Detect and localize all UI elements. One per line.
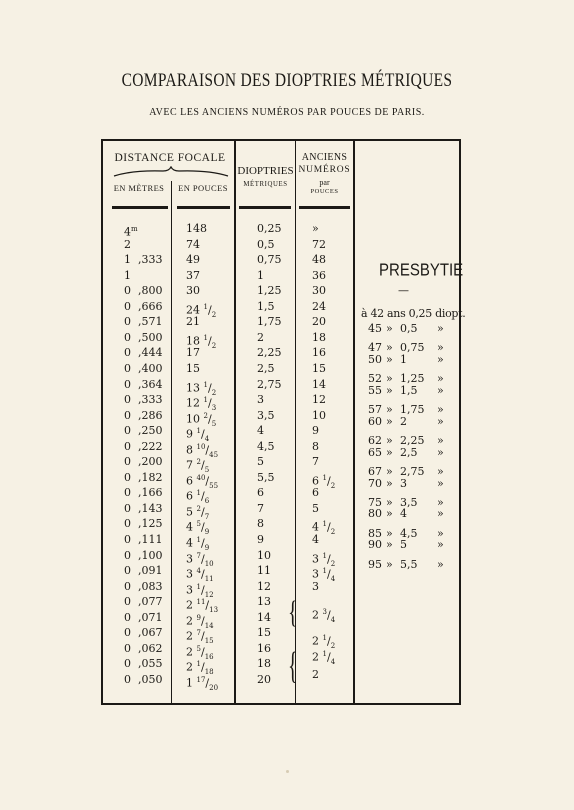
presbytie-sep: » xyxy=(386,322,393,335)
cell-metres-dec: ,083 xyxy=(138,579,163,593)
cell-dioptries: 0,25 xyxy=(257,222,282,235)
cell-anciens: 24 xyxy=(312,299,326,313)
presbytie-age: 80 xyxy=(368,507,382,521)
presbytie-end: » xyxy=(437,403,444,417)
cell-pouces: 3 $^7/_{10}$ xyxy=(186,551,214,568)
cell-metres-int: 0 xyxy=(124,672,131,686)
presbytie-end: » xyxy=(437,341,444,355)
presbytie-end: » xyxy=(437,538,444,552)
presbytie-title: PRESBYTIE xyxy=(379,260,464,281)
presbytie-age: 55 xyxy=(368,383,382,397)
presbytie-end: » xyxy=(437,507,444,521)
cell-metres-dec: ,077 xyxy=(138,595,163,609)
cell-pouces: 148 xyxy=(186,222,207,235)
presbytie-diopt: 4,5 xyxy=(400,526,418,540)
presbytie-age: 90 xyxy=(368,538,382,552)
cell-metres-dec: ,571 xyxy=(138,315,163,329)
presbytie-diopt: 5 xyxy=(400,538,407,552)
cell-dioptries: 1,75 xyxy=(257,315,282,329)
cell-metres-dec: ,166 xyxy=(138,486,163,500)
presbytie-diopt: 2,25 xyxy=(400,434,425,448)
presbytie-age: 47 xyxy=(368,341,382,355)
presbytie-diopt: 1,75 xyxy=(400,403,425,417)
cell-dioptries: 9 xyxy=(257,533,264,546)
cell-dioptries: 4 xyxy=(257,424,264,438)
cell-pouces: 30 xyxy=(186,284,200,298)
cell-anciens: 8 xyxy=(312,439,319,453)
cell-metres-dec: ,111 xyxy=(138,533,163,546)
cell-anciens: 72 xyxy=(312,237,326,251)
cell-dioptries: 14 xyxy=(257,610,271,624)
cell-metres-dec: ,067 xyxy=(138,626,163,640)
presbytie-end: » xyxy=(437,526,444,540)
divider-metres-pouces xyxy=(171,181,172,705)
cell-metres-int: 0 xyxy=(124,455,131,469)
cell-anciens: 48 xyxy=(312,253,326,267)
presbytie-end: » xyxy=(437,434,444,448)
presbytie-sep: » xyxy=(386,414,393,428)
cell-anciens: » xyxy=(312,222,319,235)
cell-dioptries: 16 xyxy=(257,641,271,655)
cell-metres-int: 0 xyxy=(124,548,131,562)
cell-pouces: 3 $^4/_{11}$ xyxy=(186,567,214,583)
header-brace xyxy=(113,166,229,178)
presbytie-sep: » xyxy=(386,476,393,490)
header-en-pouces: EN POUCES xyxy=(178,183,228,193)
cell-pouces: 2 $^7/_{15}$ xyxy=(186,629,214,646)
page-subtitle: AVEC LES ANCIENS NUMÉROS PAR POUCES DE PARIS. xyxy=(149,107,425,118)
cell-dioptries: 12 xyxy=(257,579,271,593)
cell-metres-dec: ,100 xyxy=(138,548,163,562)
presbytie-diopt: 0,75 xyxy=(400,341,425,355)
cell-pouces: 4 $^5/_9$ xyxy=(186,520,210,537)
cell-anciens: 2 $^3/_4$ xyxy=(312,607,336,624)
cell-metres-dec: ,222 xyxy=(138,439,163,453)
presbytie-age: 52 xyxy=(368,372,382,386)
header-numeros: NUMÉROS xyxy=(298,165,351,175)
cell-metres-int: 0 xyxy=(124,579,131,593)
cell-metres-int: 0 xyxy=(124,408,131,422)
cell-metres-dec: ,091 xyxy=(138,564,163,578)
cell-anciens: 3 $^1/_2$ xyxy=(312,551,336,568)
presbytie-sep: » xyxy=(386,465,393,479)
cell-dioptries: 3 xyxy=(257,393,264,407)
cell-pouces: 5 $^2/_7$ xyxy=(186,504,210,521)
cell-metres-dec: ,143 xyxy=(138,501,163,515)
cell-dioptries: 13 xyxy=(257,595,271,609)
cell-dioptries: 4,5 xyxy=(257,439,275,453)
presbytie-diopt: 2,5 xyxy=(400,445,418,459)
cell-pouces: 49 xyxy=(186,253,200,267)
cell-metres-dec: ,050 xyxy=(138,672,163,686)
cell-metres-int: 0 xyxy=(124,517,131,531)
cell-pouces: 17 xyxy=(186,346,200,360)
presbytie-sep: » xyxy=(386,383,393,397)
cell-metres-int: 0 xyxy=(124,610,131,624)
presbytie-sep: » xyxy=(386,403,393,417)
cell-metres-int: 0 xyxy=(124,361,131,375)
header-dioptries: DIOPTRIES xyxy=(237,165,294,177)
presbytie-sep: » xyxy=(386,526,393,540)
cell-pouces: 10 $^2/_5$ xyxy=(186,411,217,428)
cell-metres-dec: ,800 xyxy=(138,284,163,298)
header-pouces: POUCES xyxy=(310,188,339,195)
cell-dioptries: 3,5 xyxy=(257,408,275,422)
header-rule-pouces xyxy=(177,206,230,209)
cell-metres-dec: ,444 xyxy=(138,346,163,360)
cell-anciens: 5 xyxy=(312,501,319,515)
presbytie-end: » xyxy=(437,352,444,366)
header-anciens: ANCIENS xyxy=(301,152,348,163)
cell-metres-int: 0 xyxy=(124,439,131,453)
presbytie-sep: » xyxy=(386,507,393,521)
cell-anciens: 30 xyxy=(312,284,326,298)
cell-pouces: 13 $^1/_2$ xyxy=(186,380,217,397)
cell-dioptries: 0,75 xyxy=(257,253,282,267)
presbytie-sep: » xyxy=(386,495,393,509)
cell-pouces: 1 $^{17}/_{20}$ xyxy=(186,675,219,692)
cell-pouces: 12 $^1/_3$ xyxy=(186,396,217,412)
presbytie-diopt: 1,5 xyxy=(400,383,418,397)
cell-metres-dec: ,286 xyxy=(138,408,163,422)
cell-pouces: 74 xyxy=(186,237,200,251)
presbytie-end: » xyxy=(437,372,444,386)
header-distance-focale: DISTANCE FOCALE xyxy=(114,152,226,164)
cell-metres-dec: ,364 xyxy=(138,377,163,391)
cell-pouces: 37 xyxy=(186,268,200,282)
cell-metres-int: 0 xyxy=(124,330,131,344)
presbytie-diopt: 2,75 xyxy=(400,465,425,479)
cell-metres-dec: ,666 xyxy=(138,299,163,313)
cell-metres-int: 4$^m$ xyxy=(124,225,138,239)
presbytie-age: 75 xyxy=(368,495,382,509)
presbytie-age: 60 xyxy=(368,414,382,428)
grouping-brace-bottom: { xyxy=(288,645,298,688)
cell-anciens: 4 xyxy=(312,533,319,546)
presbytie-diopt: 2 xyxy=(400,414,407,428)
cell-dioptries: 5 xyxy=(257,455,264,469)
cell-anciens: 10 xyxy=(312,408,326,422)
presbytie-intro: à 42 ans 0,25 diopt. xyxy=(361,307,466,320)
header-rule-metres xyxy=(112,206,168,209)
cell-metres-int: 0 xyxy=(124,641,131,655)
presbytie-end: » xyxy=(437,445,444,459)
cell-pouces: 15 xyxy=(186,361,200,375)
cell-metres-dec: ,125 xyxy=(138,517,163,531)
cell-metres-dec: ,400 xyxy=(138,361,163,375)
cell-anciens: 12 xyxy=(312,393,326,407)
cell-metres-dec: ,333 xyxy=(138,393,163,407)
cell-anciens: 16 xyxy=(312,346,326,360)
cell-metres-int: 0 xyxy=(124,393,131,407)
cell-metres-int: 1 xyxy=(124,253,131,267)
cell-metres-dec: ,055 xyxy=(138,657,163,671)
presbytie-age: 65 xyxy=(368,445,382,459)
cell-metres-int: 0 xyxy=(124,470,131,484)
cell-dioptries: 18 xyxy=(257,657,271,671)
cell-pouces: 6 $^1/_6$ xyxy=(186,489,210,506)
cell-anciens: 3 xyxy=(312,579,319,593)
cell-metres-int: 0 xyxy=(124,315,131,329)
presbytie-end: » xyxy=(437,557,444,571)
presbytie-age: 85 xyxy=(368,526,382,540)
cell-metres-dec: ,062 xyxy=(138,641,163,655)
grouping-brace-top: { xyxy=(288,595,298,631)
divider-anciens-presbytie xyxy=(353,141,355,705)
cell-pouces: 2 $^1/_{18}$ xyxy=(186,660,214,677)
cell-dioptries: 20 xyxy=(257,672,271,686)
cell-metres-int: 0 xyxy=(124,299,131,313)
cell-anciens: 3 $^1/_4$ xyxy=(312,567,336,583)
header-en-metres: EN MÈTRES xyxy=(113,183,165,193)
presbytie-sep: » xyxy=(386,557,393,571)
presbytie-diopt: 3 xyxy=(400,476,407,490)
presbytie-age: 57 xyxy=(368,403,382,417)
cell-metres-int: 0 xyxy=(124,501,131,515)
page-title: COMPARAISON DES DIOPTRIES MÉTRIQUES xyxy=(121,69,453,91)
presbytie-age: 70 xyxy=(368,476,382,490)
cell-metres-int: 0 xyxy=(124,486,131,500)
cell-dioptries: 1,5 xyxy=(257,299,275,313)
presbytie-end: » xyxy=(437,322,444,335)
cell-dioptries: 11 xyxy=(257,564,271,578)
cell-metres-int: 0 xyxy=(124,377,131,391)
cell-pouces: 4 $^1/_9$ xyxy=(186,536,210,552)
cell-anciens: 7 xyxy=(312,455,319,469)
cell-pouces: 9 $^1/_4$ xyxy=(186,427,210,443)
presbytie-diopt: 5,5 xyxy=(400,557,418,571)
header-rule-anciens xyxy=(299,206,350,209)
cell-anciens: 14 xyxy=(312,377,326,391)
cell-dioptries: 8 xyxy=(257,517,264,531)
cell-metres-dec: ,182 xyxy=(138,470,163,484)
cell-metres-dec: ,200 xyxy=(138,455,163,469)
cell-metres-int: 0 xyxy=(124,346,131,360)
presbytie-diopt: 4 xyxy=(400,507,407,521)
cell-metres-int: 0 xyxy=(124,595,131,609)
presbytie-age: 67 xyxy=(368,465,382,479)
cell-metres-int: 2 xyxy=(124,237,131,251)
cell-metres-dec: ,250 xyxy=(138,424,163,438)
cell-anciens: 6 xyxy=(312,486,319,500)
presbytie-end: » xyxy=(437,476,444,490)
cell-anciens: 4 $^1/_2$ xyxy=(312,520,336,537)
presbytie-end: » xyxy=(437,414,444,428)
cell-metres-int: 0 xyxy=(124,564,131,578)
cell-dioptries: 2 xyxy=(257,330,264,344)
presbytie-sep: » xyxy=(386,434,393,448)
divider-focale-dioptries xyxy=(234,141,236,705)
cell-pouces: 2 $^9/_{14}$ xyxy=(186,613,214,630)
cell-dioptries: 6 xyxy=(257,486,264,500)
cell-dioptries: 5,5 xyxy=(257,470,275,484)
presbytie-age: 95 xyxy=(368,557,382,571)
cell-metres-dec: ,333 xyxy=(138,253,163,267)
presbytie-sep: » xyxy=(386,352,393,366)
cell-metres-dec: ,500 xyxy=(138,330,163,344)
cell-dioptries: 2,75 xyxy=(257,377,282,391)
cell-pouces: 2 $^5/_{16}$ xyxy=(186,644,214,661)
header-metriques: MÉTRIQUES xyxy=(243,181,288,188)
cell-anciens: 6 $^1/_2$ xyxy=(312,473,336,490)
cell-metres-int: 0 xyxy=(124,657,131,671)
presbytie-age: 50 xyxy=(368,352,382,366)
cell-pouces: 3 $^1/_{12}$ xyxy=(186,582,214,599)
header-par: par xyxy=(319,178,330,187)
cell-pouces: 8 $^{10}/_{45}$ xyxy=(186,442,219,459)
cell-metres-int: 0 xyxy=(124,626,131,640)
presbytie-sep: » xyxy=(386,341,393,355)
header-rule-dioptries xyxy=(239,206,291,209)
paper-speck xyxy=(286,770,289,773)
presbytie-diopt: 1 xyxy=(400,352,407,366)
presbytie-diopt: 3,5 xyxy=(400,495,418,509)
cell-dioptries: 2,5 xyxy=(257,361,275,375)
presbytie-sep: » xyxy=(386,372,393,386)
presbytie-sep: » xyxy=(386,538,393,552)
presbytie-end: » xyxy=(437,383,444,397)
cell-pouces: 24 $^1/_2$ xyxy=(186,302,217,319)
cell-metres-int: 0 xyxy=(124,533,131,546)
cell-anciens: 2 xyxy=(312,668,319,682)
cell-metres-dec: ,071 xyxy=(138,610,163,624)
cell-pouces: 2 $^{11}/_{13}$ xyxy=(186,598,219,615)
cell-anciens: 9 xyxy=(312,424,319,438)
cell-anciens: 20 xyxy=(312,315,326,329)
cell-dioptries: 15 xyxy=(257,626,271,640)
cell-anciens: 36 xyxy=(312,268,326,282)
presbytie-dash: — xyxy=(398,284,409,297)
presbytie-diopt: 0,5 xyxy=(400,322,418,335)
cell-anciens: 2 $^1/_4$ xyxy=(312,649,336,666)
cell-anciens: 18 xyxy=(312,330,326,344)
cell-dioptries: 10 xyxy=(257,548,271,562)
cell-dioptries: 2,25 xyxy=(257,346,282,360)
cell-metres-int: 0 xyxy=(124,424,131,438)
presbytie-diopt: 1,25 xyxy=(400,372,425,386)
cell-dioptries: 0,5 xyxy=(257,237,275,251)
presbytie-age: 62 xyxy=(368,434,382,448)
cell-pouces: 6 $^{40}/_{55}$ xyxy=(186,473,219,490)
cell-metres-int: 0 xyxy=(124,284,131,298)
cell-anciens: 2 $^1/_2$ xyxy=(312,633,336,650)
presbytie-end: » xyxy=(437,465,444,479)
presbytie-age: 45 xyxy=(368,322,382,335)
cell-dioptries: 1,25 xyxy=(257,284,282,298)
cell-pouces: 21 xyxy=(186,315,200,329)
cell-pouces: 18 $^1/_2$ xyxy=(186,333,217,350)
presbytie-sep: » xyxy=(386,445,393,459)
cell-dioptries: 7 xyxy=(257,501,264,515)
cell-pouces: 7 $^2/_5$ xyxy=(186,458,210,475)
cell-dioptries: 1 xyxy=(257,268,264,282)
cell-metres-int: 1 xyxy=(124,268,131,282)
presbytie-end: » xyxy=(437,495,444,509)
cell-anciens: 15 xyxy=(312,361,326,375)
